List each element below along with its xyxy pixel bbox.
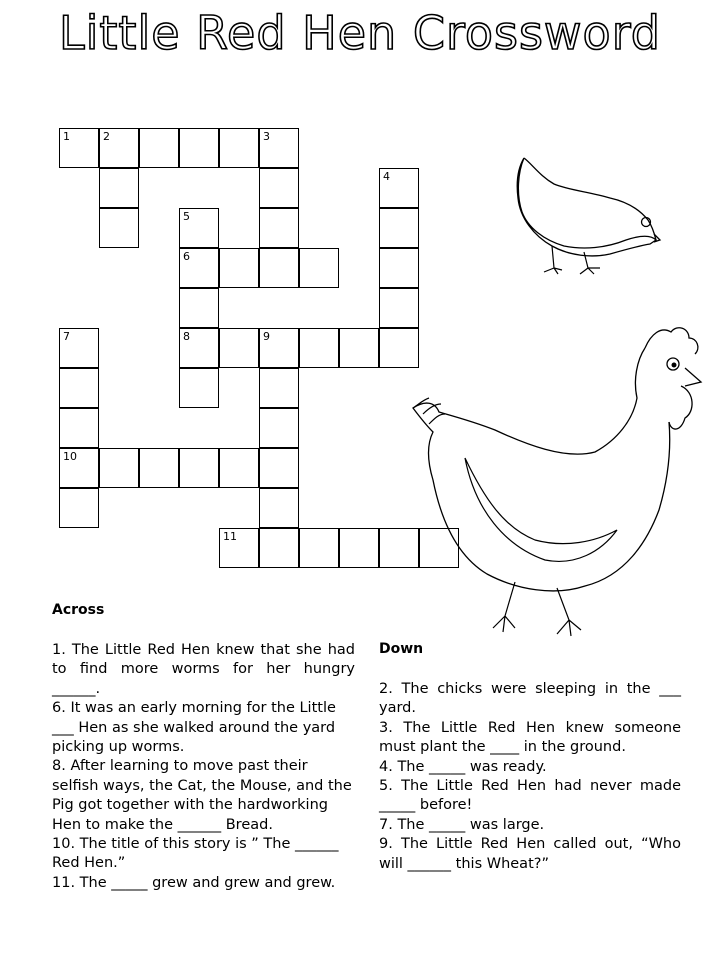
grid-cell[interactable]: [299, 528, 339, 568]
grid-cell[interactable]: [59, 448, 99, 488]
hen-drawing: [405, 320, 705, 640]
grid-cell[interactable]: [59, 328, 99, 368]
grid-cell[interactable]: [259, 168, 299, 208]
grid-cell[interactable]: [339, 528, 379, 568]
clue-number: 1: [63, 130, 70, 143]
grid-cell[interactable]: [219, 448, 259, 488]
grid-cell[interactable]: [99, 208, 139, 248]
across-clue-11: 11. The _____ grew and grew and grew.: [52, 874, 336, 891]
clue-number: 5: [183, 210, 190, 223]
grid-cell[interactable]: [179, 448, 219, 488]
clue-number: 3: [263, 130, 270, 143]
across-clue-10: 10. The title of this story is ” The ______ Red Hen.”: [52, 836, 339, 872]
grid-cell[interactable]: [99, 128, 139, 168]
grid-cell[interactable]: [379, 168, 419, 208]
clue-number: 8: [183, 330, 190, 343]
grid-cell[interactable]: [59, 368, 99, 408]
across-clue-1: 1. The Little Red Hen knew that she had to find more worms for her hungry ______.: [52, 642, 355, 697]
grid-cell[interactable]: [299, 328, 339, 368]
grid-cell[interactable]: [179, 328, 219, 368]
grid-cell[interactable]: [99, 168, 139, 208]
down-clue-7: 7. The _____ was large.: [379, 816, 545, 833]
grid-cell[interactable]: [219, 328, 259, 368]
clue-number: 2: [103, 130, 110, 143]
grid-cell[interactable]: [259, 488, 299, 528]
grid-cell[interactable]: [179, 368, 219, 408]
clue-number: 10: [63, 450, 77, 463]
down-clue-3: 3. The Little Red Hen knew someone must plant the ____ in the ground.: [379, 719, 681, 756]
down-clue-2: 2. The chicks were sleeping in the ___ yard.: [379, 681, 681, 717]
grid-cell[interactable]: [219, 128, 259, 168]
down-clue-9: 9. The Little Red Hen called out, “Who will ______ this Wheat?”: [379, 836, 681, 872]
chick-drawing: [510, 150, 670, 280]
across-clue-8: 8. After learning to move past their selfish ways, the Cat, the Mouse, and the Pig got together with the hardworking Hen to make the ______ Bread.: [52, 758, 352, 833]
down-clue-5: 5. The Little Red Hen had never made _____ before!: [379, 778, 681, 814]
down-clues: [379, 680, 681, 874]
grid-cell[interactable]: [219, 248, 259, 288]
grid-cell[interactable]: [99, 448, 139, 488]
grid-cell[interactable]: [259, 408, 299, 448]
grid-cell[interactable]: [59, 488, 99, 528]
grid-cell[interactable]: [379, 208, 419, 248]
grid-cell[interactable]: [299, 248, 339, 288]
grid-cell[interactable]: [259, 248, 299, 288]
grid-cell[interactable]: [179, 288, 219, 328]
across-heading: Across: [52, 602, 105, 618]
grid-cell[interactable]: [219, 528, 259, 568]
grid-cell[interactable]: [139, 128, 179, 168]
grid-cell[interactable]: [259, 368, 299, 408]
grid-cell[interactable]: [59, 128, 99, 168]
page-title: Little Red Hen Crossword: [58, 6, 662, 60]
down-clue-4: 4. The _____ was ready.: [379, 758, 547, 775]
clue-number: 9: [263, 330, 270, 343]
grid-cell[interactable]: [179, 208, 219, 248]
grid-cell[interactable]: [259, 208, 299, 248]
grid-cell[interactable]: [259, 448, 299, 488]
grid-cell[interactable]: [179, 248, 219, 288]
grid-cell[interactable]: [179, 128, 219, 168]
clue-number: 4: [383, 170, 390, 183]
grid-cell[interactable]: [139, 448, 179, 488]
grid-cell[interactable]: [59, 408, 99, 448]
clue-number: 6: [183, 250, 190, 263]
grid-cell[interactable]: [259, 328, 299, 368]
clue-number: 7: [63, 330, 70, 343]
clue-number: 11: [223, 530, 237, 543]
grid-cell[interactable]: [259, 128, 299, 168]
grid-cell[interactable]: [339, 328, 379, 368]
across-clue-6: 6. It was an early morning for the Little ___ Hen as she walked around the yard picking up worms.: [52, 700, 336, 756]
grid-cell[interactable]: [379, 248, 419, 288]
down-heading: Down: [379, 641, 424, 657]
across-clues: [52, 641, 355, 893]
grid-cell[interactable]: [259, 528, 299, 568]
